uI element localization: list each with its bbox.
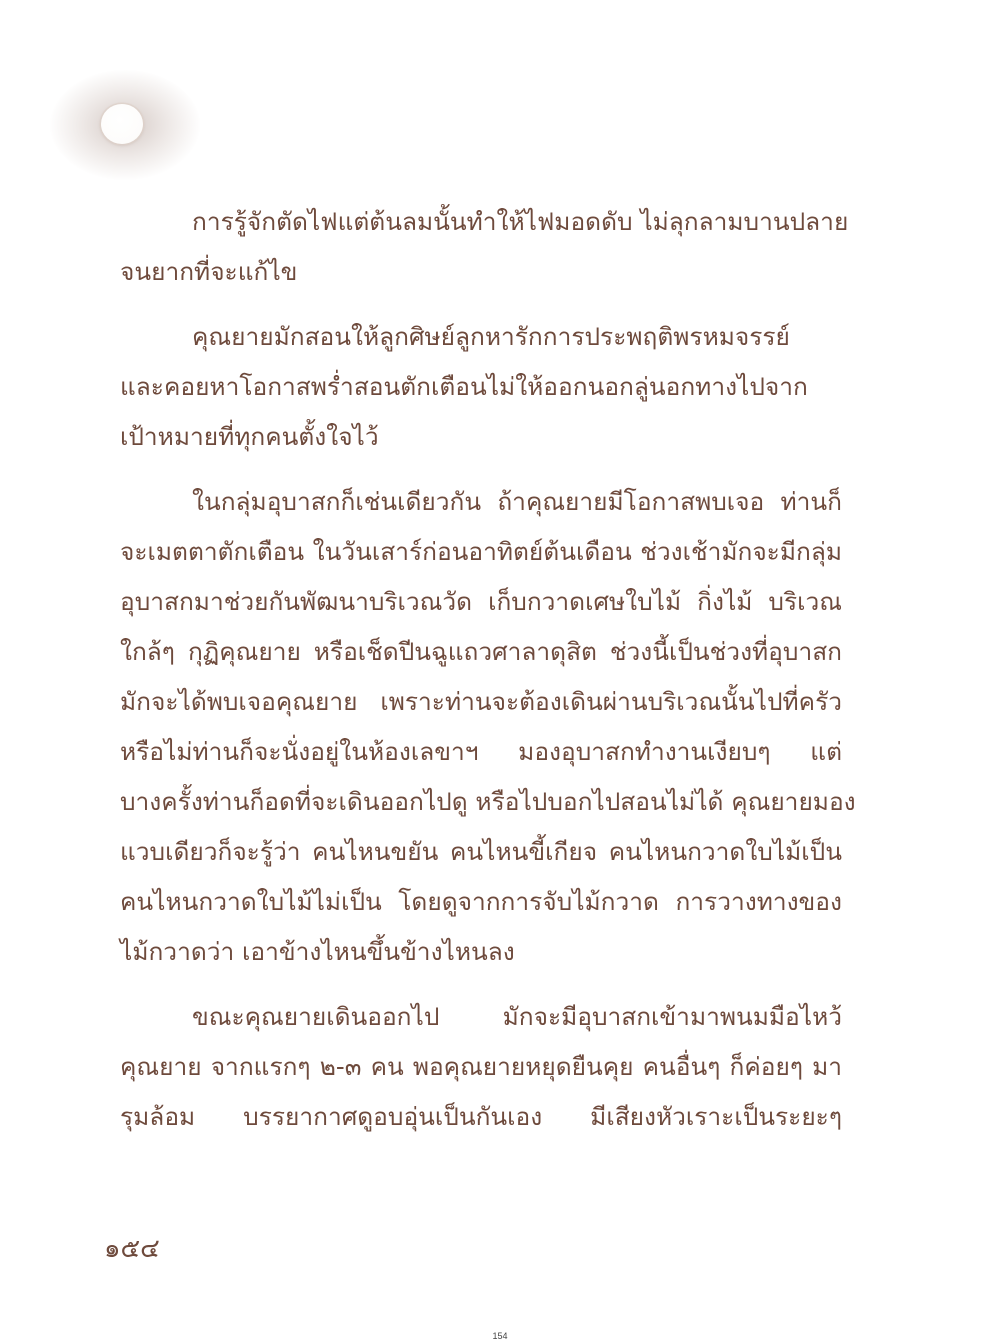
text-line: คนไหนกวาดใบไม้ไม่เป็น โดยดูจากการจับไม้กวาด การวางทางของ (120, 887, 842, 916)
paragraph-4 (120, 995, 842, 1145)
page-number-thai: ๑๕๔ (104, 1234, 160, 1264)
text-line: บางครั้งท่านก็อดที่จะเดินออกไปดู หรือไปบอกไปสอนไม่ได้ คุณยายมอง (120, 787, 856, 816)
body-text (120, 200, 856, 1160)
text-line: ไม้กวาดว่า เอาข้างไหนขึ้นข้างไหนลง (120, 937, 515, 966)
text-line: ขณะคุณยายเดินออกไป มักจะมีอุบาสกเข้ามาพนมมือไหว้ (192, 1002, 842, 1031)
paragraph-1 (120, 200, 849, 300)
text-line: การรู้จักตัดไฟแต่ต้นลมนั้นทำให้ไฟมอดดับ ไม่ลุกลามบานปลาย (192, 207, 849, 236)
text-line: อุบาสกมาช่วยกันพัฒนาบริเวณวัด เก็บกวาดเศษใบไม้ กิ่งไม้ บริเวณ (120, 587, 842, 616)
text-line: รุมล้อม บรรยากาศดูอบอุ่นเป็นกันเอง มีเสียงหัวเราะเป็นระยะๆ (120, 1102, 842, 1131)
text-line: ใกล้ๆ กุฏิคุณยาย หรือเช็ดปีนฉูแถวศาลาดุสิต ช่วงนี้เป็นช่วงที่อุบาสก (120, 637, 842, 666)
page-number: 154 (492, 1331, 508, 1341)
paragraph-2 (120, 315, 842, 465)
text-line: คุณยายมักสอนให้ลูกศิษย์ลูกหารักการประพฤติพรหมจรรย์ (192, 322, 790, 351)
text-line: เป้าหมายที่ทุกคนตั้งใจไว้ (120, 422, 379, 451)
text-line: จะเมตตาตักเตือน ในวันเสาร์ก่อนอาทิตย์ต้นเดือน ช่วงเช้ามักจะมีกลุ่ม (120, 537, 842, 566)
text-line: แวบเดียวก็จะรู้ว่า คนไหนขยัน คนไหนขี้เกียจ คนไหนกวาดใบไม้เป็น (120, 837, 842, 866)
text-line: มักจะได้พบเจอคุณยาย เพราะท่านจะต้องเดินผ่านบริเวณนั้นไปที่ครัว (120, 687, 842, 716)
text-line: ในกลุ่มอุบาสกก็เช่นเดียวกัน ถ้าคุณยายมีโอกาสพบเจอ ท่านก็ (192, 487, 842, 516)
paragraph-3 (120, 480, 856, 980)
text-line: คุณยาย จากแรกๆ ๒-๓ คน พอคุณยายหยุดยืนคุย คนอื่นๆ ก็ค่อยๆ มา (120, 1052, 842, 1081)
pearl-orb-decoration (101, 104, 143, 144)
text-line: หรือไม่ท่านก็จะนั่งอยู่ในห้องเลขาฯ มองอุบาสกทำงานเงียบๆ แต่ (120, 737, 842, 766)
text-line: จนยากที่จะแก้ไข (120, 257, 298, 286)
text-line: และคอยหาโอกาสพร่ำสอนตักเตือนไม่ให้ออกนอกลู่นอกทางไปจาก (120, 372, 808, 401)
